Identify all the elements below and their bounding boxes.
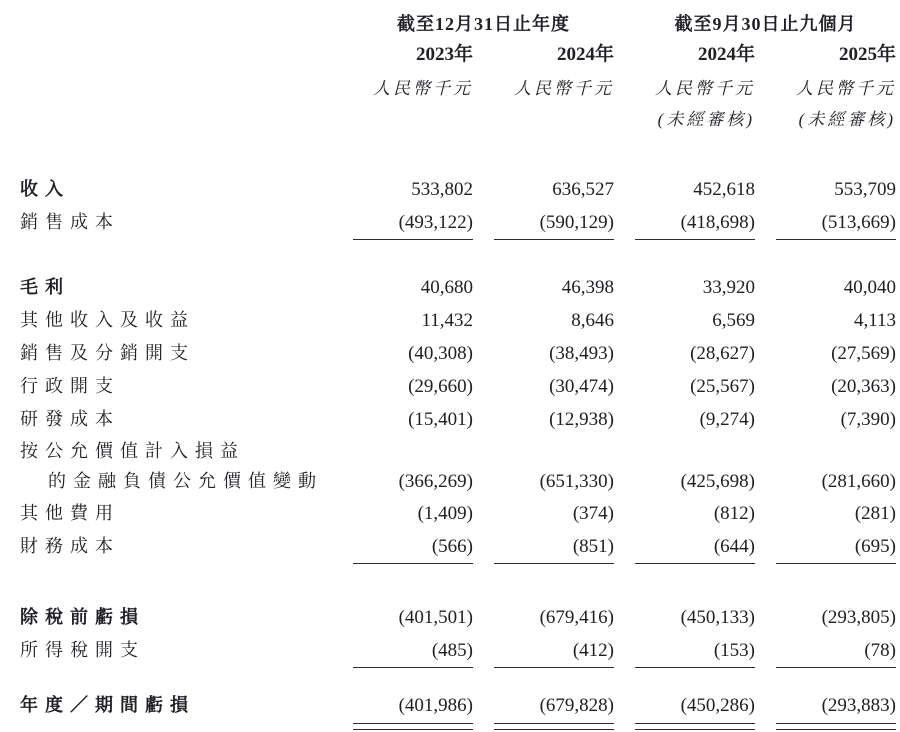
double-rule — [635, 723, 755, 730]
row-label: 所得稅開支 — [20, 640, 145, 660]
single-rule — [635, 563, 755, 577]
value-cell — [494, 456, 614, 457]
value-cell: (12,938) — [549, 409, 614, 430]
value-cell: (493,122) — [398, 212, 473, 233]
value-cell: (40,308) — [408, 343, 473, 364]
row-label: 按公允價值計入損益 — [20, 441, 245, 461]
row-label: 行政開支 — [20, 376, 120, 396]
column-group-nine-months-sep30: 截至9月30日止九個月 — [674, 14, 857, 34]
value-cell — [353, 456, 473, 457]
value-cell: 33,920 — [702, 277, 755, 298]
double-rule — [353, 723, 473, 730]
value-cell: (679,416) — [539, 607, 614, 628]
value-cell: (418,698) — [680, 212, 755, 233]
value-cell: 4,113 — [853, 310, 896, 331]
value-cell: (20,363) — [831, 376, 896, 397]
unit-label: 人民幣千元 — [514, 79, 614, 98]
value-cell: (450,286) — [680, 695, 755, 716]
value-cell: (485) — [431, 640, 473, 661]
table-row — [20, 304, 900, 337]
value-cell: 636,527 — [552, 179, 614, 200]
column-group-year-ended-dec31: 截至12月31日止年度 — [397, 14, 570, 34]
single-rule — [776, 239, 896, 253]
header-spacer-cell — [20, 29, 332, 30]
table-row — [20, 530, 900, 563]
value-cell: 40,680 — [420, 277, 473, 298]
row-label: 銷售及分銷開支 — [20, 343, 195, 363]
table-row — [20, 370, 900, 403]
double-rule — [776, 723, 896, 730]
row-label: 其他收入及收益 — [20, 310, 195, 330]
value-cell: (30,474) — [549, 376, 614, 397]
table-row — [20, 206, 900, 239]
value-cell: (153) — [713, 640, 755, 661]
year-header-2024: 2024年 — [556, 44, 614, 65]
value-cell: (566) — [431, 536, 473, 557]
value-cell: (293,805) — [821, 607, 896, 628]
table-row — [20, 173, 900, 206]
section-gap — [20, 577, 900, 601]
table-row — [20, 403, 900, 436]
unaudited-label: (未經審核) — [657, 110, 755, 129]
value-cell: (651,330) — [539, 471, 614, 492]
value-cell: (1,409) — [417, 503, 473, 524]
value-cell: (25,567) — [690, 376, 755, 397]
year-header-row — [20, 38, 900, 72]
row-label: 財務成本 — [20, 536, 120, 556]
value-cell: (679,828) — [539, 695, 614, 716]
rule-row — [20, 239, 900, 253]
value-cell: (28,627) — [690, 343, 755, 364]
value-cell: 6,569 — [712, 310, 755, 331]
value-cell: (851) — [572, 536, 614, 557]
table-row — [20, 337, 900, 370]
table-row — [20, 497, 900, 530]
year-header-2024-9m: 2024年 — [697, 44, 755, 65]
single-rule — [353, 667, 473, 681]
row-label: 毛利 — [20, 277, 70, 297]
single-rule — [353, 563, 473, 577]
value-cell: (812) — [713, 503, 755, 524]
header-spacer-cell — [20, 59, 332, 60]
value-cell: (78) — [864, 640, 896, 661]
table-body — [20, 173, 900, 730]
value-cell: 46,398 — [561, 277, 614, 298]
rule-row — [20, 563, 900, 577]
value-cell: (29,660) — [408, 376, 473, 397]
table-row — [20, 271, 900, 304]
value-cell: (644) — [713, 536, 755, 557]
single-rule — [635, 239, 755, 253]
value-cell: (15,401) — [408, 409, 473, 430]
single-rule — [776, 667, 896, 681]
value-cell: (38,493) — [549, 343, 614, 364]
value-cell: 452,618 — [693, 179, 755, 200]
value-cell: (695) — [854, 536, 896, 557]
unaudited-note-row — [20, 105, 900, 135]
value-cell — [635, 456, 755, 457]
value-cell: 40,040 — [843, 277, 896, 298]
header-body-gap — [20, 135, 900, 173]
value-cell: 553,709 — [834, 179, 896, 200]
value-cell: (27,569) — [831, 343, 896, 364]
section-gap — [20, 681, 900, 689]
rule-row — [20, 722, 900, 730]
value-cell: 11,432 — [421, 310, 473, 331]
single-rule — [494, 667, 614, 681]
table-row — [20, 634, 900, 667]
row-label: 研發成本 — [20, 409, 120, 429]
table-row — [20, 466, 900, 497]
table-row — [20, 436, 900, 466]
value-cell: (425,698) — [680, 471, 755, 492]
section-gap — [20, 253, 900, 271]
column-group-header-row — [20, 10, 900, 38]
table-row — [20, 601, 900, 634]
value-cell: (450,133) — [680, 607, 755, 628]
unit-label: 人民幣千元 — [655, 79, 755, 98]
row-label: 的金融負債公允價值變動 — [48, 471, 323, 491]
unit-label: 人民幣千元 — [796, 79, 896, 98]
row-label: 除稅前虧損 — [20, 607, 145, 627]
value-cell: (374) — [572, 503, 614, 524]
double-rule — [494, 723, 614, 730]
year-header-2023: 2023年 — [415, 44, 473, 65]
row-label: 其他費用 — [20, 503, 120, 523]
single-rule — [494, 239, 614, 253]
unaudited-label: (未經審核) — [798, 110, 896, 129]
value-cell: (9,274) — [699, 409, 755, 430]
single-rule — [353, 239, 473, 253]
value-cell: 8,646 — [571, 310, 614, 331]
single-rule — [494, 563, 614, 577]
value-cell: (412) — [572, 640, 614, 661]
value-cell: (513,669) — [821, 212, 896, 233]
value-cell: (590,129) — [539, 212, 614, 233]
row-label: 年度／期間虧損 — [20, 695, 195, 715]
row-label: 銷售成本 — [20, 212, 120, 232]
value-cell: (7,390) — [840, 409, 896, 430]
value-cell: (281,660) — [821, 471, 896, 492]
value-cell: (401,501) — [398, 607, 473, 628]
currency-unit-row — [20, 72, 900, 105]
value-cell: (401,986) — [398, 695, 473, 716]
value-cell — [776, 456, 896, 457]
row-label: 收入 — [20, 179, 70, 199]
value-cell: (293,883) — [821, 695, 896, 716]
header-spacer-cell — [20, 93, 332, 94]
unit-label: 人民幣千元 — [373, 79, 473, 98]
value-cell: (281) — [854, 503, 896, 524]
value-cell: 533,802 — [411, 179, 473, 200]
single-rule — [776, 563, 896, 577]
table-row — [20, 689, 900, 722]
year-header-2025: 2025年 — [838, 44, 896, 65]
value-cell: (366,269) — [398, 471, 473, 492]
rule-row — [20, 667, 900, 681]
single-rule — [635, 667, 755, 681]
